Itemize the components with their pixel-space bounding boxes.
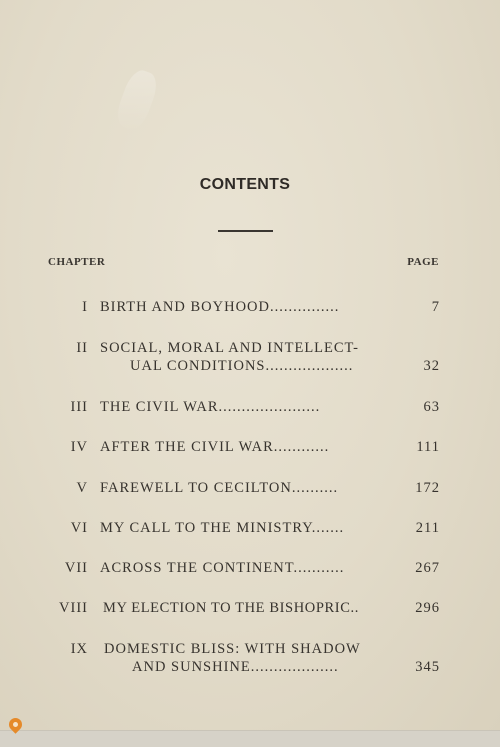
viewer-bottom-bar	[0, 730, 500, 747]
page-number: 345	[415, 659, 440, 675]
page-number: 211	[415, 520, 440, 536]
chapter-title: FAREWELL TO CECILTON..........	[100, 480, 339, 496]
chapter-title: MY ELECTION TO THE BISHOPRIC..	[103, 600, 359, 616]
chapter-number: VI	[70, 520, 88, 536]
page-number: 7	[431, 299, 440, 315]
chapter-number: VII	[64, 560, 88, 576]
chapter-number: VIII	[59, 600, 88, 616]
title-rule	[218, 230, 273, 232]
chapter-title: ACROSS THE CONTINENT...........	[100, 560, 345, 576]
page-number: 32	[423, 358, 440, 374]
page-number: 63	[423, 399, 440, 415]
page-number: 296	[415, 600, 440, 616]
page-number: 111	[416, 439, 440, 455]
page-title: CONTENTS	[199, 176, 291, 193]
chapter-number: IX	[70, 641, 88, 657]
chapter-title: BIRTH AND BOYHOOD...............	[100, 299, 340, 315]
chapter-column-header: CHAPTER	[48, 256, 106, 268]
chapter-title-continued: UAL CONDITIONS...................	[130, 358, 354, 374]
chapter-number: I	[82, 299, 88, 315]
page-number: 267	[415, 560, 440, 576]
chapter-title: DOMESTIC BLISS: WITH SHADOW	[104, 641, 361, 657]
chapter-title-continued: AND SUNSHINE...................	[132, 659, 339, 675]
chapter-title: THE CIVIL WAR......................	[100, 399, 321, 415]
chapter-title: SOCIAL, MORAL AND INTELLECT-	[100, 340, 359, 356]
chapter-title: AFTER THE CIVIL WAR............	[100, 439, 330, 455]
chapter-number: II	[76, 340, 88, 356]
paper-smudge	[113, 67, 162, 134]
chapter-number: V	[76, 480, 88, 496]
chapter-number: III	[70, 399, 88, 415]
page-number: 172	[415, 480, 440, 496]
chapter-number: IV	[70, 439, 88, 455]
chapter-title: MY CALL TO THE MINISTRY.......	[100, 520, 345, 536]
page-column-header: PAGE	[407, 256, 439, 268]
